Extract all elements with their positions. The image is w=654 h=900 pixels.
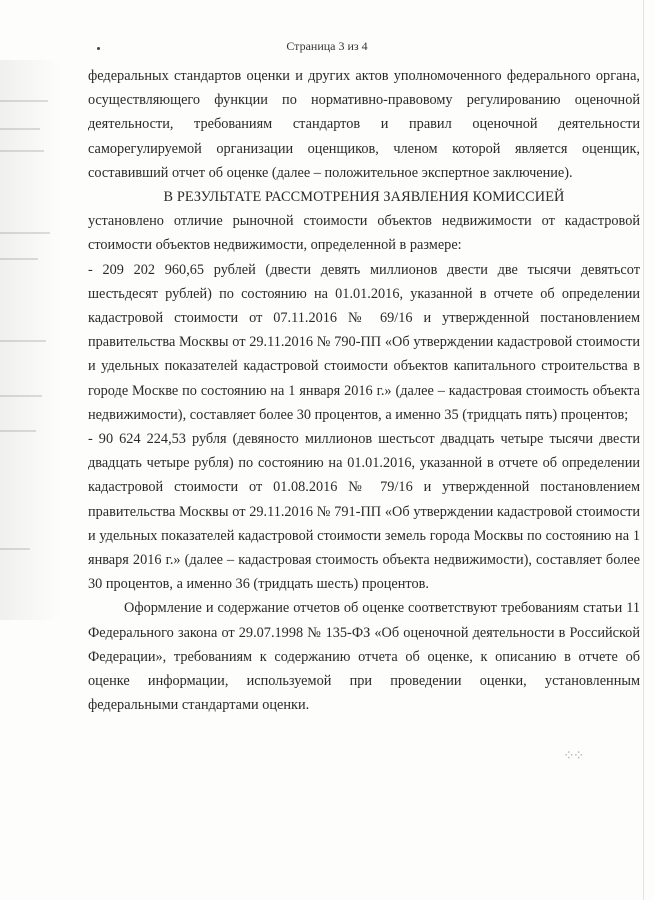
bleed-through-mark bbox=[0, 548, 30, 550]
bleed-through-mark bbox=[0, 128, 40, 130]
bleed-through-mark bbox=[0, 150, 44, 152]
bleed-through-mark bbox=[0, 395, 42, 397]
conclusion-paragraph: Оформление и содержание отчетов об оценке соответствуют требованиям статьи 11 Федерального закона от 29.07.1998 № 135-ФЗ «Об оценочной деятельности в Российской Федерации», требованиям к содержанию отчета об оценке, к описанию в отчете об оценке информации, используемой при проведении оценки, установленным федеральными стандартами оценки. bbox=[88, 600, 640, 714]
scan-edge-line bbox=[643, 0, 644, 900]
bleed-through-mark bbox=[0, 100, 48, 102]
section-heading: В РЕЗУЛЬТАТЕ РАССМОТРЕНИЯ ЗАЯВЛЕНИЯ КОМИССИЕЙ bbox=[163, 189, 565, 206]
bleed-through-mark bbox=[0, 258, 38, 260]
finding-paragraph: установлено отличие рыночной стоимости объектов недвижимости от кадастровой стоимости объектов недвижимости, определенной в размере: bbox=[88, 213, 640, 254]
page-number-header: Страница 3 из 4 bbox=[286, 39, 368, 53]
scan-speck bbox=[97, 47, 100, 50]
continuation-paragraph: федеральных стандартов оценки и других актов уполномоченного федерального органа, осуществляющего функции по нормативно-правовому регулированию оценочной деятельности, требованиям стандартов и правил оценочной деятельности саморегулируемой организации оценщиков, членом которой является оценщик, составивший отчет об оценке (далее – положительное экспертное заключение). bbox=[88, 68, 640, 181]
value-item-buildings: - 209 202 960,65 рублей (двести девять миллионов двести две тысячи девятьсот шестьдесят рублей) по состоянию на 01.01.2016, указанной в отчете об определении кадастровой стоимости от 07.11.2016 № 69/16 и утвержденной постановлением правительства Москвы от 29.11.2016 № 790-ПП «Об утверждении кадастровой стоимости и удельных показателей кадастровой стоимости объектов капитального строительства в городе Москве по состоянию на 1 января 2016 г.» (далее – кадастровая стоимость объекта недвижимости), составляет более 30 процентов, а именно 35 (тридцать пять) процентов; bbox=[88, 261, 640, 423]
faint-stamp-mark: ⁘⁘ bbox=[563, 749, 583, 764]
value-item-land: - 90 624 224,53 рубля (девяносто миллионов шестьсот двадцать четыре тысячи двести двадцать четыре рубля) по состоянию на 01.01.2016, указанной в отчете об определении кадастровой стоимости от 01.08.2016 № 79/16 и утвержденной постановлением правительства Москвы от 29.11.2016 № 791-ПП «Об утверждении кадастровой стоимости и удельных показателей кадастровой стоимости земель города Москвы по состоянию на 1 января 2016 г.» (далее – кадастровая стоимость объекта недвижимости), составляет более 30 процентов, а именно 36 (тридцать шесть) процентов. bbox=[88, 431, 640, 593]
document-body bbox=[88, 64, 640, 717]
bleed-through-mark bbox=[0, 340, 46, 342]
bleed-through-mark bbox=[0, 232, 50, 234]
bleed-through-mark bbox=[0, 430, 36, 432]
